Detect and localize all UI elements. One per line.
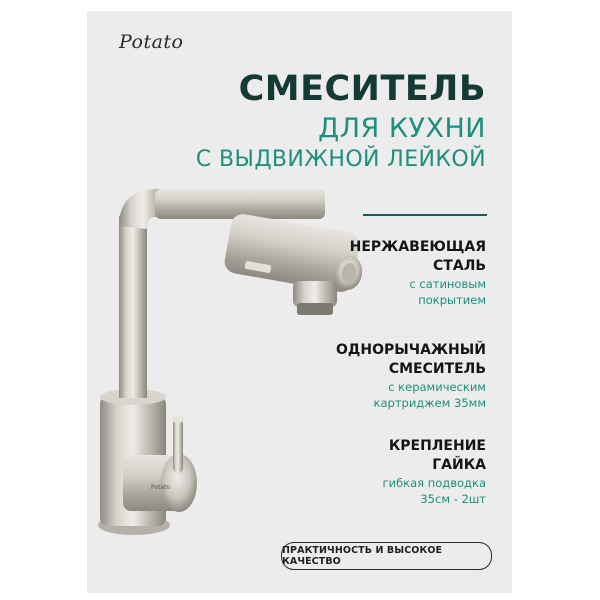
product-card [87,11,512,593]
feature-heading: НЕРЖАВЕЮЩАЯ [349,239,486,255]
title-line-3: С ВЫДВИЖНОЙ ЛЕЙКОЙ [195,147,486,172]
feature-subtext: с керамическим [388,380,486,394]
title-divider [363,214,487,216]
faucet-logo-text: Potato [151,484,171,491]
feature-stainless-steel [350,238,486,308]
title-line-1: СМЕСИТЕЛЬ [238,69,486,109]
feature-subtext: гибкая подводка [382,476,486,490]
feature-single-lever [336,341,486,411]
brand-logo: Potato [119,31,184,53]
feature-heading: СТАЛЬ [433,258,486,274]
feature-heading: ОДНОРЫЧАЖНЫЙ [336,342,486,358]
feature-subtext: 35см - 2шт [420,492,486,506]
feature-heading: КРЕПЛЕНИЕ [388,438,486,454]
feature-subtext: покрытием [418,293,486,307]
feature-subtext: с сатиновым [409,277,486,291]
quality-badge: ПРАКТИЧНОСТЬ И ВЫСОКОЕ КАЧЕСТВО [281,542,492,570]
title-line-2: ДЛЯ КУХНИ [318,113,486,144]
faucet-riser [119,216,147,398]
feature-heading: ГАЙКА [432,457,486,473]
feature-heading: СМЕСИТЕЛЬ [388,361,486,377]
feature-subtext: картриджем 35мм [373,396,486,410]
feature-mounting [383,437,486,507]
faucet-lever [173,418,183,473]
